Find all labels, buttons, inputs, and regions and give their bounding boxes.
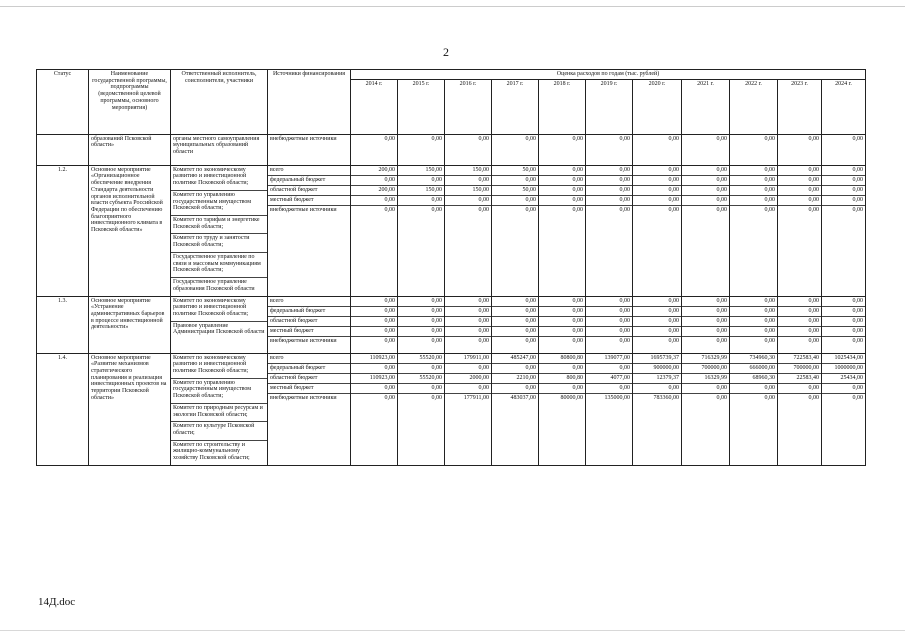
value-cell: 0,00	[730, 176, 777, 186]
header-year: 2023 г.	[778, 79, 822, 134]
value-cell: 700000,00	[778, 364, 821, 374]
value-cell: 0,00	[633, 297, 681, 307]
value-cell: 0,00	[716, 394, 727, 401]
value-cell: 0,00	[586, 166, 632, 176]
value-cell: 0,00	[822, 176, 865, 186]
funding-source-label: местный бюджет	[268, 384, 350, 394]
executor-item: Комитет по природным ресурсам и экологии Псковской области;	[171, 404, 267, 422]
value-cell: 0,00	[445, 364, 491, 374]
footer-filename: 14Д.doc	[38, 596, 76, 608]
value-cell: 0,00	[586, 364, 632, 374]
value-cell: 0,00	[445, 297, 491, 307]
header-year: 2019 г.	[586, 79, 633, 134]
value-cell: 0,00	[778, 134, 822, 165]
funding-source-label: всего	[268, 166, 350, 176]
value-cell: 0,00	[682, 307, 729, 317]
year-values	[682, 353, 730, 465]
value-cell: 177911,00	[463, 394, 489, 401]
year-values	[778, 165, 822, 296]
value-cell: 0,00	[778, 176, 821, 186]
header-year: 2017 г.	[492, 79, 539, 134]
value-cell: 0,00	[492, 364, 538, 374]
value-cell: 0,00	[539, 176, 585, 186]
value-cell: 485247,00	[492, 354, 538, 364]
value-cell: 0,00	[633, 327, 681, 337]
header-estimate: Оценка расходов по годам (тыс. рублей)	[351, 70, 866, 80]
value-cell: 179911,00	[445, 354, 491, 364]
funding-source-label: федеральный бюджет	[268, 307, 350, 317]
value-cell: 0,00	[586, 134, 633, 165]
value-cell: 0,00	[730, 327, 777, 337]
value-cell: 200,00	[351, 186, 397, 196]
value-cell: 0,00	[398, 384, 444, 394]
executor-item: Комитет по управлению государственным имуществом Псковской области;	[171, 379, 267, 404]
value-cell: 1025434,00	[822, 354, 865, 364]
value-cell: 0,00	[730, 196, 777, 206]
value-cell: 0,00	[852, 206, 864, 213]
measure-status: 1.2.	[37, 165, 89, 296]
value-cell: 0,00	[351, 196, 397, 206]
value-cell: 734960,30	[730, 354, 777, 364]
value-cell: 50,00	[492, 166, 538, 176]
measure-executors	[171, 296, 268, 353]
value-cell: 0,00	[445, 196, 491, 206]
value-cell: 0,00	[492, 134, 539, 165]
value-cell: 0,00	[822, 327, 865, 337]
value-cell: 80000,00	[560, 394, 583, 401]
value-cell: 150,00	[398, 166, 444, 176]
measure-status: 1.3.	[37, 296, 89, 353]
measure-name: Основное мероприятие «Устранение административных барьеров в процессе инвестиционной деятельности»	[89, 296, 171, 353]
value-cell: 0,00	[492, 317, 538, 327]
continuation-source: внебюджетные источники	[268, 134, 351, 165]
executor-item: Государственное управление образования Псковской области	[173, 279, 255, 292]
value-cell: 0,00	[822, 317, 865, 327]
header-name: Наименование государственной программы, подпрограммы (ведомственной целевой программы, основного мероприятия)	[89, 70, 171, 135]
value-cell: 783360,00	[653, 394, 679, 401]
value-cell: 0,00	[778, 186, 821, 196]
executor-item: Комитет по культуре Псковской области;	[171, 422, 267, 440]
year-values	[778, 296, 822, 353]
value-cell: 700000,00	[682, 364, 729, 374]
value-cell: 0,00	[730, 307, 777, 317]
header-year: 2018 г.	[539, 79, 586, 134]
header-year: 2016 г.	[445, 79, 492, 134]
value-cell: 0,00	[852, 394, 864, 401]
year-values	[445, 353, 492, 465]
value-cell: 0,00	[808, 206, 819, 213]
measure-status: 1.4.	[37, 353, 89, 465]
value-cell: 0,00	[822, 186, 865, 196]
value-cell: 68960,30	[730, 374, 777, 384]
value-cell: 0,00	[384, 394, 395, 401]
value-cell: 0,00	[539, 364, 585, 374]
value-cell: 0,00	[445, 307, 491, 317]
value-cell: 0,00	[351, 134, 398, 165]
value-cell: 0,00	[730, 186, 777, 196]
value-cell: 0,00	[525, 206, 536, 213]
value-cell: 0,00	[351, 307, 397, 317]
measure-name: Основное мероприятие «Развитие механизмов стратегического планирования и реализация инвестиционных проектов на территории Псковской области»	[89, 353, 171, 465]
year-values	[822, 296, 866, 353]
year-values	[586, 353, 633, 465]
header-year: 2015 г.	[398, 79, 445, 134]
year-values	[351, 296, 398, 353]
value-cell: 0,00	[730, 134, 778, 165]
value-cell: 0,00	[633, 166, 681, 176]
value-cell: 0,00	[682, 196, 729, 206]
value-cell: 0,00	[619, 206, 630, 213]
value-cell: 0,00	[539, 297, 585, 307]
value-cell: 55520,00	[398, 354, 444, 364]
value-cell: 25434,00	[822, 374, 865, 384]
year-values	[398, 296, 445, 353]
executor-item: Комитет по экономическому развитию и инвестиционной политике Псковской области;	[171, 166, 267, 191]
funding-source-label: областной бюджет	[268, 317, 350, 327]
funding-source-label: всего	[268, 297, 350, 307]
value-cell: 16329,99	[682, 374, 729, 384]
funding-source-label: местный бюджет	[268, 327, 350, 337]
value-cell: 2210,00	[492, 374, 538, 384]
value-cell: 0,00	[633, 134, 682, 165]
value-cell: 483037,00	[510, 394, 536, 401]
measure-executors	[171, 353, 268, 465]
value-cell: 0,00	[351, 364, 397, 374]
value-cell: 0,00	[586, 327, 632, 337]
value-cell: 0,00	[384, 206, 395, 213]
value-cell: 110923,00	[351, 354, 397, 364]
value-cell: 0,00	[586, 176, 632, 186]
executor-item: Комитет по управлению государственным имуществом Псковской области;	[171, 191, 267, 216]
value-cell: 0,00	[778, 384, 821, 394]
funding-source-label: всего	[268, 354, 350, 364]
value-cell: 0,00	[633, 384, 681, 394]
year-values	[492, 165, 539, 296]
continuation-executor: органы местного самоуправления муниципальных образований области	[171, 134, 268, 165]
executor-item: Правовое управление Администрации Псковской области	[173, 322, 265, 336]
value-cell: 0,00	[539, 327, 585, 337]
measure-row	[37, 296, 866, 353]
value-cell: 0,00	[668, 206, 679, 213]
value-cell: 0,00	[398, 176, 444, 186]
scan-top-edge	[0, 6, 905, 7]
value-cell: 0,00	[351, 297, 397, 307]
year-values	[492, 353, 539, 465]
executor-item: Комитет по экономическому развитию и инвестиционной политике Псковской области;	[171, 354, 267, 379]
funding-source-label: областной бюджет	[268, 186, 350, 196]
value-cell: 110923,00	[351, 374, 397, 384]
value-cell: 0,00	[398, 307, 444, 317]
value-cell: 0,00	[398, 297, 444, 307]
year-values	[730, 296, 778, 353]
continuation-name: образований Псковской области»	[89, 134, 171, 165]
value-cell: 0,00	[822, 166, 865, 176]
value-cell: 0,00	[539, 196, 585, 206]
value-cell: 1695739,37	[633, 354, 681, 364]
value-cell: 0,00	[633, 196, 681, 206]
value-cell: 0,00	[778, 307, 821, 317]
value-cell: 0,00	[445, 384, 491, 394]
funding-source-label: внебюджетные источники	[270, 206, 337, 213]
value-cell: 0,00	[778, 327, 821, 337]
value-cell: 0,00	[764, 206, 775, 213]
year-values	[730, 165, 778, 296]
value-cell: 0,00	[716, 337, 727, 344]
value-cell: 0,00	[445, 317, 491, 327]
value-cell: 0,00	[778, 196, 821, 206]
header-sources: Источники финансирования	[268, 70, 351, 135]
value-cell: 0,00	[633, 176, 681, 186]
scan-bottom-edge	[0, 630, 905, 631]
value-cell: 0,00	[586, 196, 632, 206]
value-cell: 0,00	[492, 196, 538, 206]
value-cell: 0,00	[682, 317, 729, 327]
year-values	[492, 296, 539, 353]
value-cell: 0,00	[619, 337, 630, 344]
header-year: 2024 г.	[822, 79, 866, 134]
measure-executors	[171, 165, 268, 296]
year-values	[822, 353, 866, 465]
value-cell: 0,00	[398, 196, 444, 206]
executor-item: Государственное управление по связи и массовым коммуникациям Псковской области;	[171, 253, 267, 278]
value-cell: 0,00	[539, 384, 585, 394]
year-values	[633, 353, 682, 465]
value-cell: 0,00	[682, 166, 729, 176]
value-cell: 150,00	[445, 166, 491, 176]
value-cell: 722583,40	[778, 354, 821, 364]
value-cell: 0,00	[730, 166, 777, 176]
value-cell: 0,00	[822, 297, 865, 307]
value-cell: 0,00	[431, 394, 442, 401]
value-cell: 716329,99	[682, 354, 729, 364]
value-cell: 0,00	[586, 384, 632, 394]
value-cell: 0,00	[398, 134, 445, 165]
value-cell: 0,00	[730, 384, 777, 394]
header-year: 2021 г.	[682, 79, 730, 134]
value-cell: 0,00	[539, 317, 585, 327]
value-cell: 800,80	[539, 374, 585, 384]
value-cell: 0,00	[852, 337, 864, 344]
value-cell: 0,00	[633, 317, 681, 327]
value-cell: 0,00	[398, 327, 444, 337]
value-cell: 0,00	[445, 327, 491, 337]
value-cell: 666000,00	[730, 364, 777, 374]
measure-name: Основное мероприятие «Организационное обеспечение внедрения Стандарта деятельности органов исполнительной власти субъекта Российской Федерации по обеспечению благоприятного инвестиционного климата в Псковской области»	[89, 165, 171, 296]
funding-source-label: федеральный бюджет	[268, 364, 350, 374]
value-cell: 0,00	[822, 134, 866, 165]
value-cell: 1000000,00	[822, 364, 865, 374]
value-cell: 0,00	[730, 297, 777, 307]
value-cell: 135000,00	[604, 394, 630, 401]
value-cell: 150,00	[445, 186, 491, 196]
value-cell: 22583,40	[778, 374, 821, 384]
value-cell: 0,00	[586, 307, 632, 317]
year-values	[682, 296, 730, 353]
value-cell: 0,00	[682, 176, 729, 186]
value-cell: 0,00	[492, 384, 538, 394]
value-cell: 0,00	[682, 327, 729, 337]
value-cell: 0,00	[682, 134, 730, 165]
expenditure-table	[36, 69, 866, 466]
value-cell: 0,00	[778, 317, 821, 327]
funding-source-label: внебюджетные источники	[270, 337, 337, 344]
year-values	[539, 296, 586, 353]
year-values	[398, 353, 445, 465]
funding-source-label: местный бюджет	[268, 196, 350, 206]
value-cell: 0,00	[351, 384, 397, 394]
value-cell: 0,00	[822, 196, 865, 206]
header-year: 2022 г.	[730, 79, 778, 134]
value-cell: 0,00	[586, 317, 632, 327]
value-cell: 900000,00	[633, 364, 681, 374]
value-cell: 0,00	[539, 134, 586, 165]
header-year: 2020 г.	[633, 79, 682, 134]
value-cell: 0,00	[539, 307, 585, 317]
value-cell: 139077,00	[586, 354, 632, 364]
value-cell: 0,00	[716, 206, 727, 213]
value-cell: 0,00	[398, 364, 444, 374]
year-values	[445, 296, 492, 353]
value-cell: 0,00	[682, 297, 729, 307]
value-cell: 0,00	[633, 186, 681, 196]
value-cell: 0,00	[764, 337, 775, 344]
value-cell: 2000,00	[445, 374, 491, 384]
value-cell: 0,00	[633, 307, 681, 317]
value-cell: 0,00	[822, 384, 865, 394]
year-values	[778, 353, 822, 465]
year-values	[445, 165, 492, 296]
value-cell: 0,00	[586, 186, 632, 196]
value-cell: 0,00	[778, 166, 821, 176]
funding-source-label: областной бюджет	[268, 374, 350, 384]
value-cell: 0,00	[351, 317, 397, 327]
year-values	[351, 165, 398, 296]
value-cell: 0,00	[431, 206, 442, 213]
value-cell: 55520,00	[398, 374, 444, 384]
funding-sources	[268, 353, 351, 465]
value-cell: 0,00	[492, 176, 538, 186]
value-cell: 0,00	[525, 337, 536, 344]
header-year: 2014 г.	[351, 79, 398, 134]
year-values	[822, 165, 866, 296]
value-cell: 0,00	[478, 206, 489, 213]
value-cell: 0,00	[572, 206, 583, 213]
continuation-row	[37, 134, 866, 165]
executor-item: Комитет по труду и занятости Псковской области;	[171, 234, 267, 252]
value-cell: 0,00	[808, 337, 819, 344]
funding-sources	[268, 165, 351, 296]
page-number: 2	[443, 45, 449, 59]
value-cell: 0,00	[586, 297, 632, 307]
measure-row	[37, 165, 866, 296]
value-cell: 80800,80	[539, 354, 585, 364]
executor-item: Комитет по строительству и жилищно-коммунальному хозяйству Псковской области;	[173, 441, 250, 462]
executor-item: Комитет по экономическому развитию и инвестиционной политике Псковской области;	[171, 297, 267, 322]
year-values	[351, 353, 398, 465]
measure-row	[37, 353, 866, 465]
funding-source-label: внебюджетные источники	[270, 394, 337, 401]
value-cell: 150,00	[398, 186, 444, 196]
year-values	[682, 165, 730, 296]
value-cell: 0,00	[492, 327, 538, 337]
value-cell: 0,00	[764, 394, 775, 401]
value-cell: 0,00	[492, 307, 538, 317]
value-cell: 0,00	[351, 176, 397, 186]
value-cell: 0,00	[730, 317, 777, 327]
value-cell: 0,00	[668, 337, 679, 344]
value-cell: 0,00	[384, 337, 395, 344]
value-cell: 0,00	[808, 394, 819, 401]
year-values	[539, 353, 586, 465]
value-cell: 0,00	[572, 337, 583, 344]
value-cell: 0,00	[351, 327, 397, 337]
value-cell: 0,00	[478, 337, 489, 344]
value-cell: 0,00	[398, 317, 444, 327]
value-cell: 0,00	[431, 337, 442, 344]
value-cell: 12379,37	[633, 374, 681, 384]
funding-sources	[268, 296, 351, 353]
value-cell: 0,00	[539, 186, 585, 196]
year-values	[633, 165, 682, 296]
value-cell: 50,00	[492, 186, 538, 196]
value-cell: 0,00	[682, 384, 729, 394]
value-cell: 0,00	[682, 186, 729, 196]
value-cell: 200,00	[351, 166, 397, 176]
year-values	[730, 353, 778, 465]
value-cell: 0,00	[492, 297, 538, 307]
value-cell: 4077,00	[586, 374, 632, 384]
year-values	[586, 296, 633, 353]
value-cell: 0,00	[445, 176, 491, 186]
header-executor: Ответственный исполнитель, соисполнители, участники	[171, 70, 268, 135]
value-cell: 0,00	[445, 134, 492, 165]
header-status: Статус	[37, 70, 89, 135]
value-cell: 0,00	[778, 297, 821, 307]
executor-item: Комитет по тарифам и энергетике Псковской области;	[171, 216, 267, 234]
funding-source-label: федеральный бюджет	[268, 176, 350, 186]
value-cell: 0,00	[539, 166, 585, 176]
year-values	[398, 165, 445, 296]
year-values	[539, 165, 586, 296]
year-values	[586, 165, 633, 296]
continuation-status	[37, 134, 89, 165]
value-cell: 0,00	[822, 307, 865, 317]
year-values	[633, 296, 682, 353]
